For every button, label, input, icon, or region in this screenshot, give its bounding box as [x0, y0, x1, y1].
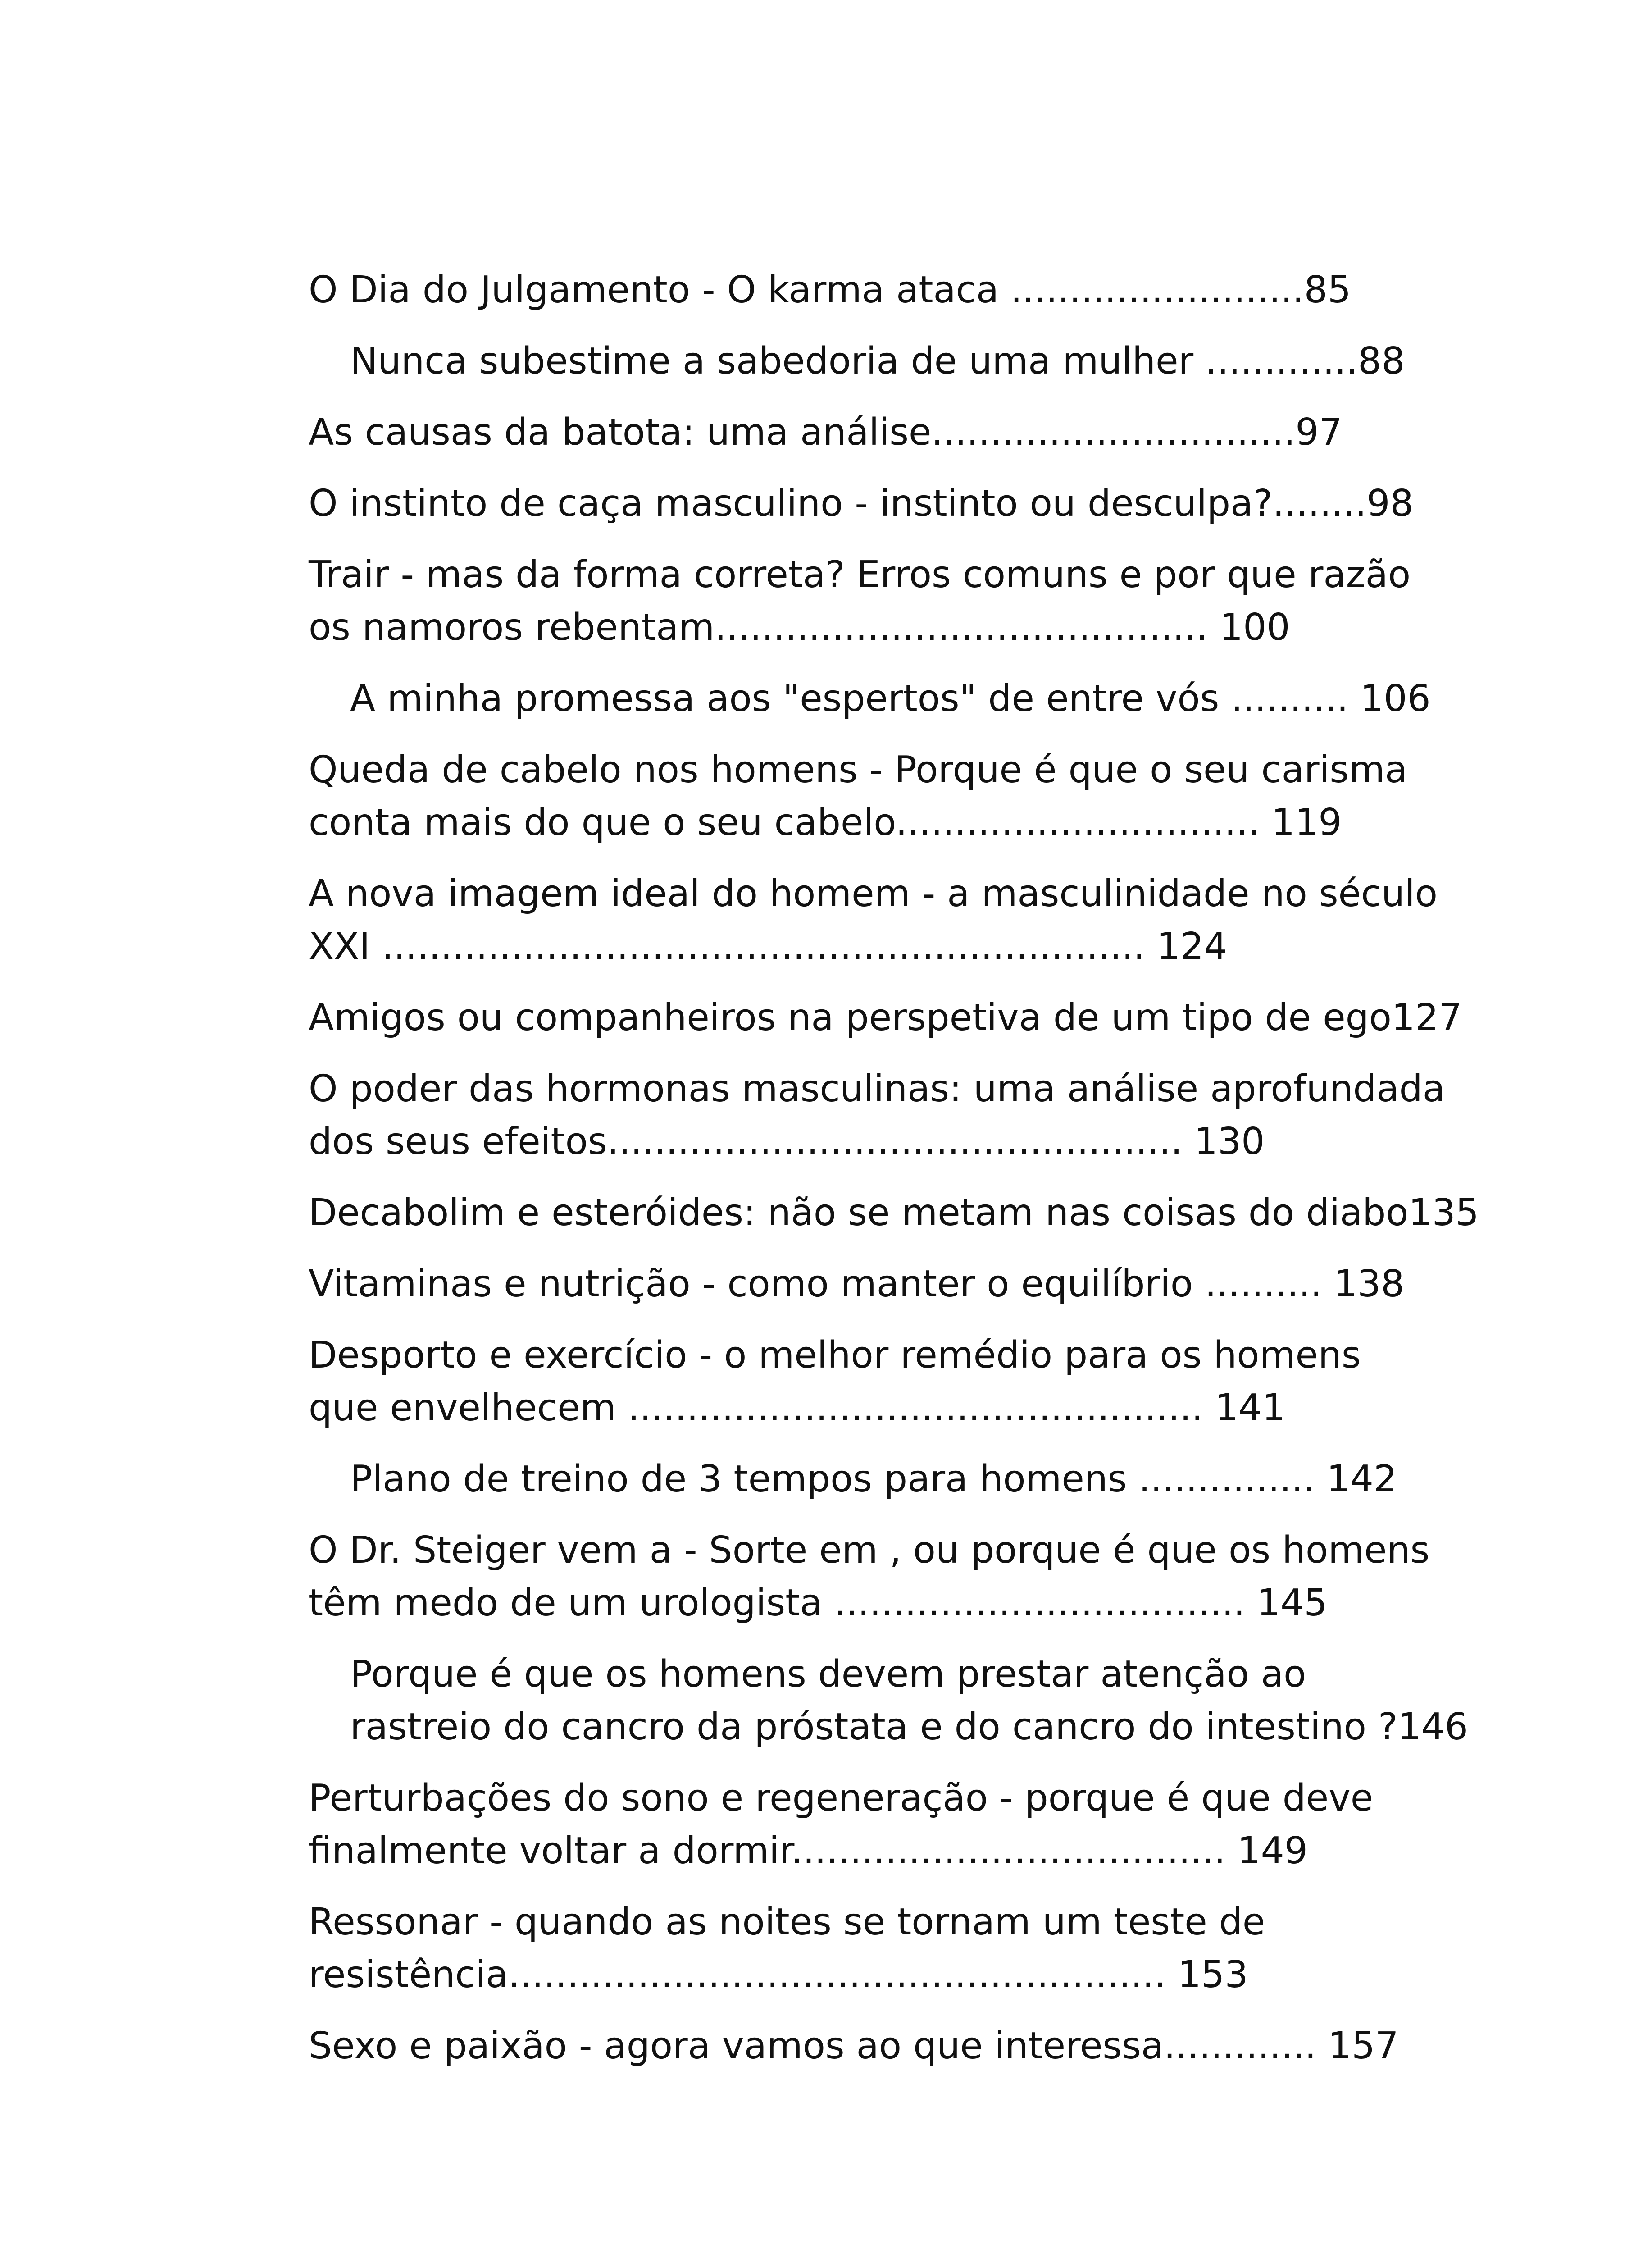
toc-entry-line: Queda de cabelo nos homens - Porque é que o seu carisma	[309, 748, 1408, 791]
toc-entry[interactable]	[309, 1258, 1403, 1310]
toc-entry-line: Nunca subestime a sabedoria de uma mulher .............88	[350, 340, 1405, 383]
toc-entry-line: A minha promessa aos "espertos" de entre vós .......... 106	[350, 677, 1431, 720]
toc-entry-line: Sexo e paixão - agora vamos ao que interessa............. 157	[309, 2025, 1399, 2067]
toc-entry[interactable]	[309, 548, 1411, 654]
toc-entry-line: que envelhecem ................................................. 141	[309, 1386, 1286, 1429]
toc-entry-line: Vitaminas e nutrição - como manter o equilíbrio .......... 138	[309, 1263, 1405, 1305]
toc-entry-line: Desporto e exercício - o melhor remédio para os homens	[309, 1334, 1361, 1377]
toc-entry[interactable]	[309, 743, 1408, 849]
toc-entry-line: Trair - mas da forma correta? Erros comuns e por que razão	[309, 553, 1411, 596]
toc-entry[interactable]	[309, 406, 1403, 459]
toc-entry-line: O Dia do Julgamento - O karma ataca .........................85	[309, 269, 1352, 311]
toc-entry-line: O poder das hormonas masculinas: uma análise aprofundada	[309, 1067, 1445, 1110]
toc-entry-line: As causas da batota: uma análise...............................97	[309, 411, 1343, 454]
toc-entry[interactable]	[309, 477, 1414, 530]
toc-entry[interactable]	[309, 991, 1462, 1044]
toc-entry-line: Porque é que os homens devem prestar atenção ao	[350, 1653, 1306, 1696]
toc-subentry[interactable]	[309, 335, 1403, 388]
toc-entry[interactable]	[309, 264, 1403, 316]
toc-entry[interactable]	[309, 1063, 1445, 1168]
toc-entry-line: finalmente voltar a dormir..................................... 149	[309, 1829, 1308, 1872]
table-of-contents	[309, 264, 1479, 2091]
toc-entry-line: têm medo de um urologista ................................... 145	[309, 1582, 1328, 1624]
toc-entry-line: resistência........................................................ 153	[309, 1953, 1248, 1996]
toc-entry[interactable]	[309, 1896, 1403, 2001]
toc-entry[interactable]	[309, 2020, 1403, 2072]
toc-entry-line: Perturbações do sono e regeneração - porque é que deve	[309, 1777, 1374, 1820]
toc-entry[interactable]	[309, 1329, 1403, 1434]
toc-entry-line: Plano de treino de 3 tempos para homens ............... 142	[350, 1458, 1397, 1500]
toc-entry[interactable]	[309, 867, 1438, 973]
toc-entry-line: Amigos ou companheiros na perspetiva de um tipo de ego127	[309, 996, 1462, 1039]
toc-subentry[interactable]	[309, 1453, 1403, 1505]
toc-entry-line: conta mais do que o seu cabelo............................... 119	[309, 801, 1342, 844]
toc-subentry[interactable]	[309, 1648, 1468, 1753]
toc-entry-line: O Dr. Steiger vem a - Sorte em , ou porque é que os homens	[309, 1529, 1430, 1572]
toc-entry-line: O instinto de caça masculino - instinto ou desculpa?........98	[309, 482, 1414, 525]
toc-entry[interactable]	[309, 1186, 1479, 1239]
toc-entry-line: Decabolim e esteróides: não se metam nas coisas do diabo135	[309, 1191, 1479, 1234]
toc-entry-line: dos seus efeitos................................................. 130	[309, 1120, 1265, 1163]
toc-entry[interactable]	[309, 1772, 1403, 1877]
toc-entry-line: rastreio do cancro da próstata e do cancro do intestino ?146	[350, 1706, 1468, 1748]
toc-entry-line: A nova imagem ideal do homem - a masculinidade no século	[309, 872, 1438, 915]
toc-entry-line: Ressonar - quando as noites se tornam um teste de	[309, 1901, 1265, 1943]
toc-subentry[interactable]	[309, 672, 1431, 725]
toc-entry[interactable]	[309, 1524, 1430, 1629]
toc-entry-line: XXI ................................................................. 124	[309, 925, 1228, 968]
toc-entry-line: os namoros rebentam.......................................... 100	[309, 606, 1290, 649]
